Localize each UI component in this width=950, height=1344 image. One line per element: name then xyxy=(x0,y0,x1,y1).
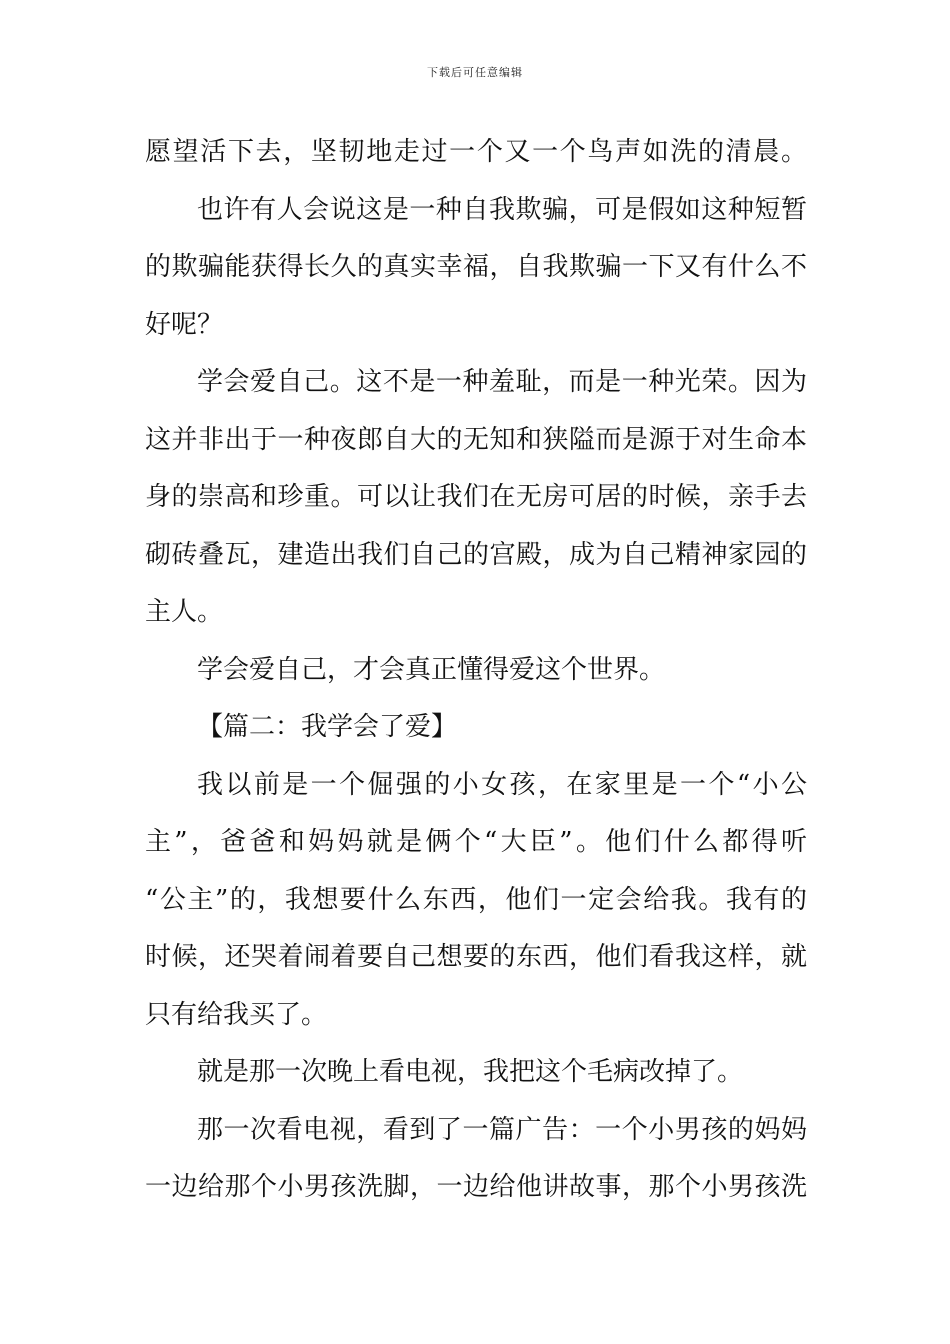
paragraph-last-line: 主人。 xyxy=(145,597,224,627)
text-line: 砌砖叠瓦，建造出我们自己的宫殿，成为自己精神家园的 xyxy=(145,539,807,570)
text-line: 的欺骗能获得长久的真实幸福，自我欺骗一下又有什么不 xyxy=(145,252,807,282)
page-header-note: 下载后可任意编辑 xyxy=(427,66,523,79)
text-line: 这并非出于一种夜郎自大的无知和狭隘而是源于对生命本 xyxy=(145,424,807,455)
paragraph-last-line: 只有给我买了。 xyxy=(145,999,328,1030)
paragraph-first-line: 那一次看电视，看到了一篇广告：一个小男孩的妈妈 xyxy=(197,1114,807,1145)
text-line: 愿望活下去，坚韧地走过一个又一个鸟声如洗的清晨。 xyxy=(145,137,807,167)
paragraph-single-line: 就是那一次晚上看电视，我把这个毛病改掉了。 xyxy=(197,1057,744,1087)
text-line: “公主”的，我想要什么东西，他们一定会给我。我有的 xyxy=(145,884,807,915)
paragraph-first-line: 也许有人会说这是一种自我欺骗，可是假如这种短暂 xyxy=(197,194,807,225)
text-line: 主”，爸爸和妈妈就是俩个“大臣”。他们什么都得听 xyxy=(145,827,807,857)
text-line: 一边给那个小男孩洗脚，一边给他讲故事，那个小男孩洗 xyxy=(145,1172,807,1202)
text-line: 身的崇高和珍重。可以让我们在无房可居的时候，亲手去 xyxy=(145,482,807,512)
paragraph-first-line: 学会爱自己。这不是一种羞耻，而是一种光荣。因为 xyxy=(197,367,807,397)
section-heading: 【篇二：我学会了爱】 xyxy=(197,712,458,742)
paragraph-first-line: 我以前是一个倔强的小女孩，在家里是一个“小公 xyxy=(197,769,807,800)
document-body xyxy=(145,124,807,1217)
paragraph-single-line: 学会爱自己，才会真正懂得爱这个世界。 xyxy=(197,654,666,685)
paragraph-last-line: 好呢？ xyxy=(145,309,224,340)
text-line: 时候，还哭着闹着要自己想要的东西，他们看我这样，就 xyxy=(145,942,807,972)
